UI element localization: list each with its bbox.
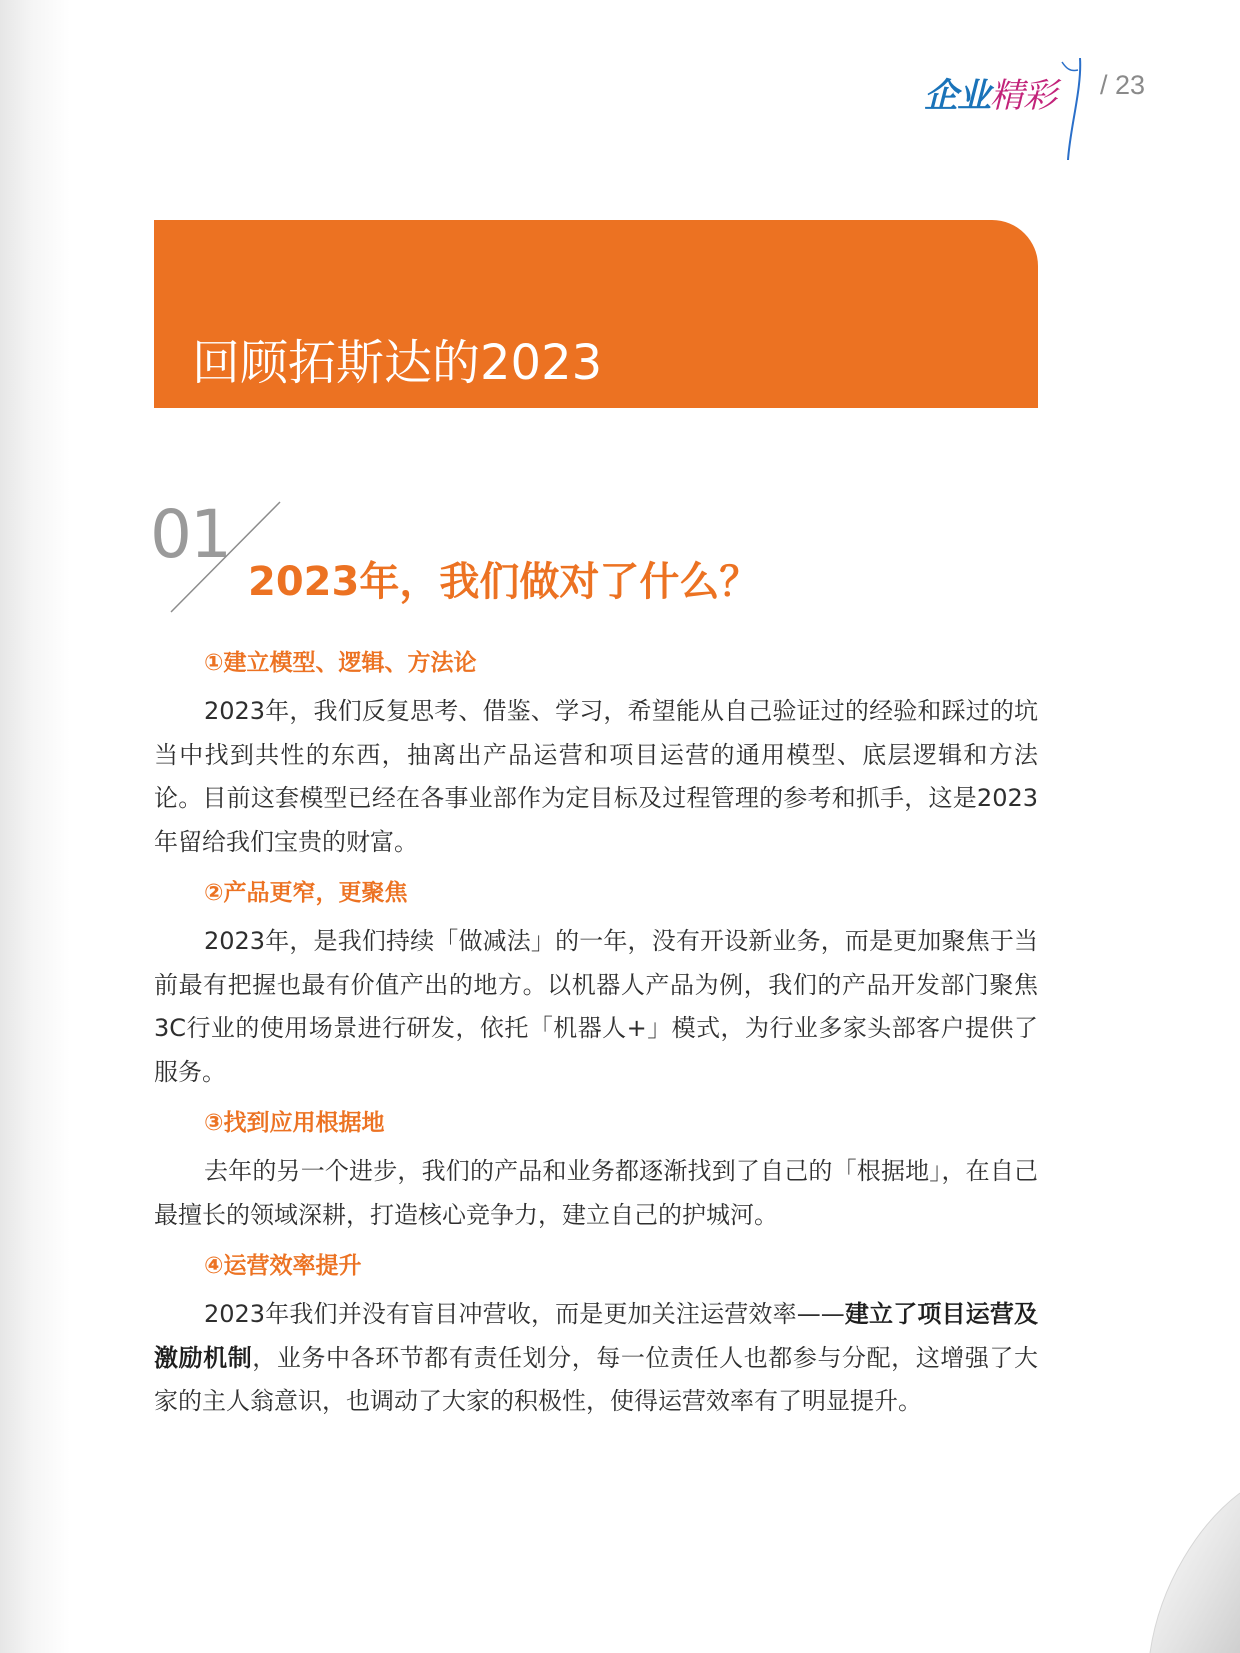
subheading-3: ③找到应用根据地: [204, 1110, 385, 1136]
brand-logo-part2: 精彩: [990, 76, 1056, 116]
page-curl-decoration: [1090, 1463, 1240, 1653]
chapter-banner: [154, 220, 1038, 408]
brand-logo: [924, 68, 1056, 117]
subheading-4: ④运营效率提升: [204, 1253, 362, 1279]
paragraph-4-emphasis: 建立了项目运营及激励机制: [154, 1300, 1039, 1372]
article-body: [154, 642, 1038, 1432]
chapter-title: 回顾拓斯达的2023: [192, 335, 603, 391]
paragraph-4: [154, 1293, 1038, 1424]
masthead: [920, 58, 1150, 168]
page-number: / 23: [1100, 70, 1146, 100]
paragraph-2: 2023年，是我们持续「做减法」的一年，没有开设新业务，而是更加聚焦于当前最有把握也最有价值产出的地方。以机器人产品为例，我们的产品开发部门聚焦3C行业的使用场景进行研发，依托「机器人+」模式，为行业多家头部客户提供了服务。: [154, 927, 1038, 1086]
brand-logo-part1: 企业: [924, 76, 990, 116]
subheading-2: ②产品更窄，更聚焦: [204, 880, 408, 906]
paragraph-4-lead: 2023年我们并没有盲目冲营收，而是更加关注运营效率——: [204, 1300, 845, 1328]
page-gutter-shadow: [0, 0, 70, 1653]
subheading-1: ①建立模型、逻辑、方法论: [204, 650, 477, 676]
paragraph-1: 2023年，我们反复思考、借鉴、学习，希望能从自己验证过的经验和踩过的坑当中找到共性的东西，抽离出产品运营和项目运营的通用模型、底层逻辑和方法论。目前这套模型已经在各事业部作为定目标及过程管理的参考和抓手，这是2023年留给我们宝贵的财富。: [154, 697, 1038, 856]
section-number: 01: [150, 496, 230, 573]
paragraph-4-tail: ，业务中各环节都有责任划分，每一位责任人也都参与分配，这增强了大家的主人翁意识，也调动了大家的积极性，使得运营效率有了明显提升。: [154, 1343, 1039, 1415]
paragraph-3: 去年的另一个进步，我们的产品和业务都逐渐找到了自己的「根据地」，在自己最擅长的领域深耕，打造核心竞争力，建立自己的护城河。: [154, 1157, 1038, 1229]
section-title: 2023年，我们做对了什么？: [248, 559, 760, 605]
